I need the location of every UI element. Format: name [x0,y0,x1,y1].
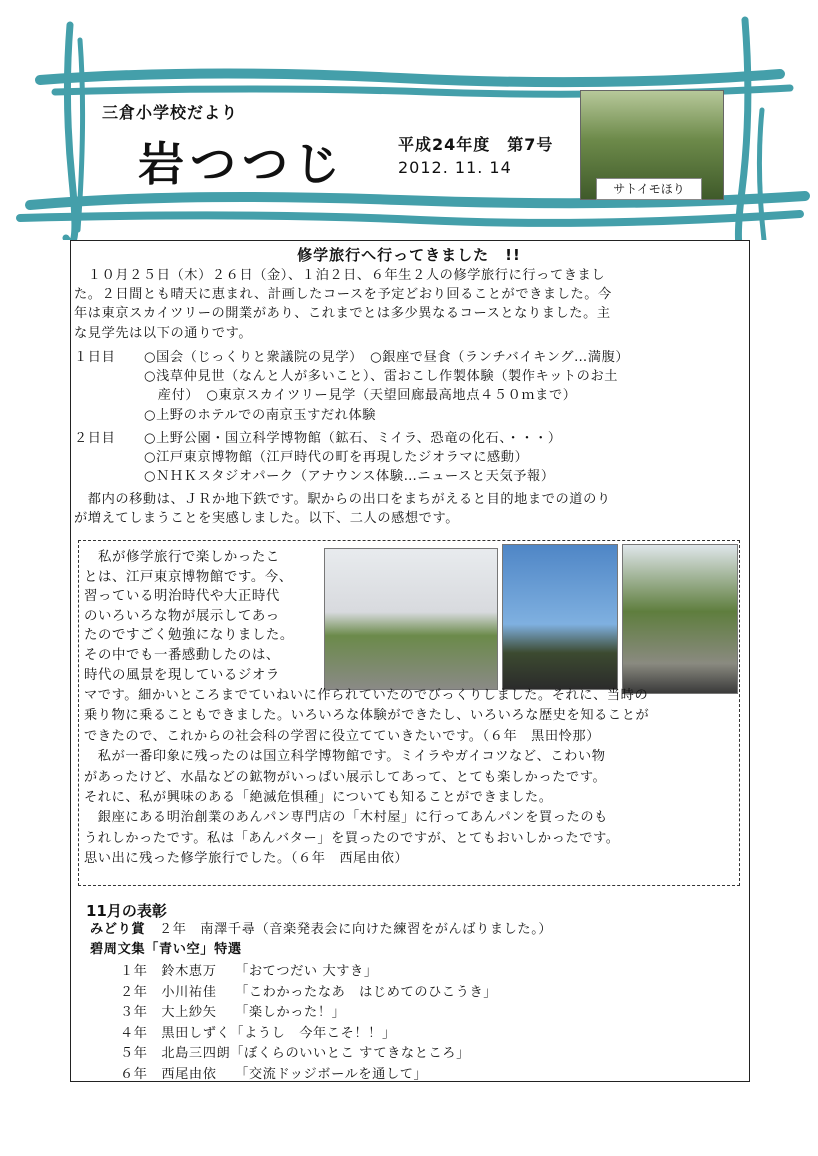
essay-line: 思い出に残った修学旅行でした。（６年 西尾由依） [84,851,409,867]
school-name: 三倉小学校だより [102,103,239,122]
essay-line: 私が修学旅行で楽しかったこ [84,550,280,565]
intro-line: 年は東京スカイツリーの開業があり、これまでとは多少異なるコースとなりました。主 [74,306,611,322]
intro-line: た。２日間とも晴天に恵まれ、計画したコースを予定どおり回ることができました。今 [74,287,612,303]
itinerary-item: ○上野公園・国立科学博物館（鉱石、ミイラ、恐竜の化石、・・・） [144,431,562,446]
essay-line: 銀座にある明治創業のあんパン専門店の「木村屋」に行ってあんパンを買ったのも [84,810,608,826]
midori-label: みどり賞 [90,922,146,937]
itinerary-item: ○ＮＨＫスタジオパーク（アナウンス体験…ニュースと天気予報） [144,469,555,485]
essay-line: たのですごく勉強になりました。 [84,628,294,644]
itinerary-item: ○江戸東京博物館（江戸時代の町を再現したジオラマに感動） [144,450,529,466]
photo-caption: サトイモほり [596,178,702,200]
award-entry: １年 鈴木恵万 「おてつだい 大すき」 [120,964,378,979]
article-intro [74,266,612,343]
article-headline: 修学旅行へ行ってきました !! [297,246,521,264]
essay-line: とは、江戸東京博物館です。今、 [84,569,293,585]
day2-list [144,429,562,487]
essay-line: その中でも一番感動したのは、 [84,647,280,663]
day1-list [144,348,629,425]
photo-saigo-statue [622,544,738,694]
intro-line: な見学先は以下の通りです。 [74,325,253,341]
issue-date: 2012. 11. 14 [398,158,512,177]
midori-text: ２年 南澤千尋（音楽発表会に向けた練習をがんばりました。） [145,922,553,937]
essay-line: 乗り物に乗ることもできました。いろいろな体験ができたし、いろいろな歴史を知ることが [84,708,650,724]
essay-line: 私が一番印象に残ったのは国立科学博物館です。ミイラやガイコツなど、こわい物 [84,749,606,765]
photo-skytree [502,544,618,690]
article-outro [74,490,611,528]
essay-line: 時代の風景を現しているジオラ [84,667,280,683]
essay-wide [84,686,649,870]
outro-line: が増えてしまうことを実感しました。以下、二人の感想です。 [74,511,459,527]
issue-number: 平成24年度 第7号 [398,135,554,154]
essay-line: マです。細かいところまでていねいに作られていたのでびっくりしました。それに、当時の [84,688,649,703]
essay-line: があったけど、水晶などの鉱物がいっぱい展示してあって、とても楽しかったです。 [84,769,607,785]
day1-label: １日目 [74,350,116,365]
day2-label: ２日目 [74,431,116,446]
essay-line: 習っている明治時代や大正時代 [84,589,280,605]
award-entry: ３年 大上紗矢 「楽しかった！」 [120,1005,346,1021]
intro-line: １０月２５日（木）２６日（金）、１泊２日、６年生２人の修学旅行に行ってきまし [74,268,606,283]
newsletter-title: 岩つつじ [138,137,346,191]
essay-line: うれしかったです。私は「あんバター」を買ったのですが、とてもおいしかったです。 [84,830,620,846]
essay-line: できたので、これからの社会科の学習に役立てていきたいです。（６年 黒田怜那） [84,728,601,744]
photo-diet-building [324,548,498,690]
itinerary-item: 産付） ○東京スカイツリー見学（天望回廊最高地点４５０ｍまで） [144,388,577,404]
midori-award [90,920,552,939]
awards-heading: 11月の表彰 [86,902,167,920]
bunshu-label: 碧周文集「青い空」特選 [90,942,242,957]
itinerary-item: ○国会（じっくりと衆議院の見学） ○銀座で昼食（ランチバイキング…満腹） [144,350,630,365]
itinerary-item: ○上野のホテルでの南京玉すだれ体験 [144,407,377,423]
award-entry: ４年 黒田しずく「ようし 今年こそ！！」 [120,1025,396,1041]
itinerary-item: ○浅草仲見世（なんと人が多いこと）、雷おこし作製体験（製作キットのお土 [144,369,619,385]
essay-line: それに、私が興味のある「絶滅危惧種」についても知ることができました。 [84,790,553,806]
award-entry: ６年 西尾由依 「交流ドッジボールを通して」 [120,1066,428,1082]
award-entries [120,962,497,1086]
outro-line: 都内の移動は、ＪＲか地下鉄です。駅からの出口をまちがえると目的地までの道のり [74,492,611,507]
award-entry: ２年 小川祐佳 「こわかったなあ はじめてのひこうき」 [120,984,498,1000]
essay-narrow [84,548,294,685]
award-entry: ５年 北島三四朗「ぼくらのいいとこ すてきなところ」 [120,1046,470,1062]
essay-line: のいろいろな物が展示してあっ [84,608,280,624]
